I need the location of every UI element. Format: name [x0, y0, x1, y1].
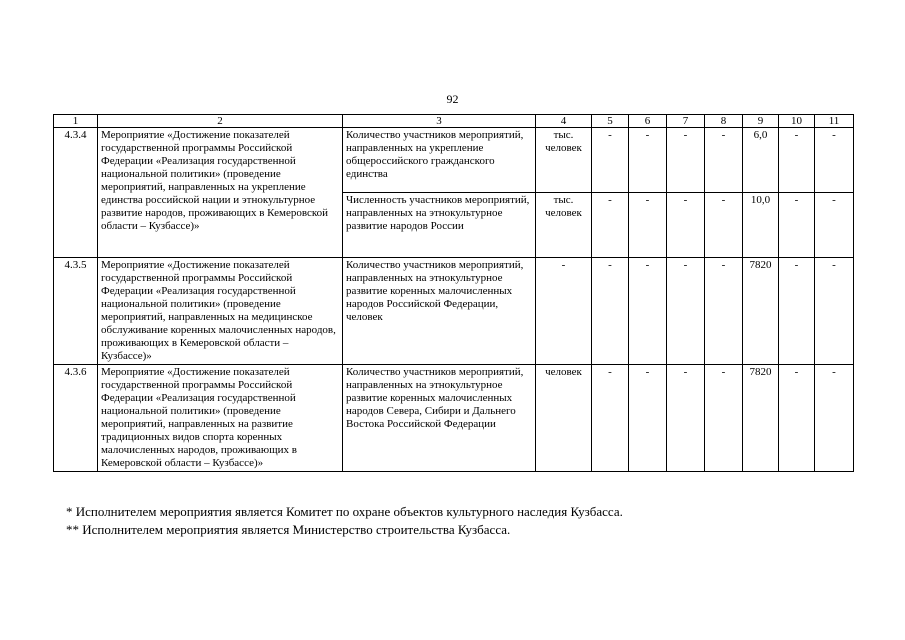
indicator-unit: тыс. человек — [536, 128, 592, 193]
row-event: Мероприятие «Достижение показателей государственной программы Российской Федерации «Реализация государственной национальной политики» (проведение мероприятий, направленных на развитие традиционных видов спорта коренных малочисленных народов, проживающих в Кемеровской области – Кузбассе)» — [98, 365, 343, 472]
value-cell: - — [592, 365, 629, 472]
header-cell: 11 — [815, 115, 854, 128]
header-cell: 2 — [98, 115, 343, 128]
header-row — [54, 115, 854, 128]
value-cell: 10,0 — [743, 193, 779, 258]
value-cell: 7820 — [743, 365, 779, 472]
value-cell: 6,0 — [743, 128, 779, 193]
value-cell: - — [815, 193, 854, 258]
header-cell: 5 — [592, 115, 629, 128]
value-cell: - — [779, 128, 815, 193]
events-table — [53, 114, 854, 472]
indicator-name: Количество участников мероприятий, направленных на этнокультурное развитие коренных малочисленных народов Севера, Сибири и Дальнего Востока Российской Федерации — [343, 365, 536, 472]
value-cell: - — [667, 258, 705, 365]
value-cell: - — [705, 258, 743, 365]
value-cell: - — [592, 128, 629, 193]
value-cell: - — [667, 193, 705, 258]
value-cell: - — [629, 193, 667, 258]
header-cell: 9 — [743, 115, 779, 128]
row-event: Мероприятие «Достижение показателей государственной программы Российской Федерации «Реализация государственной национальной политики» (проведение мероприятий, направленных на укрепление единства российской нации и этнокультурное развитие народов, проживающих в Кемеровской области – Кузбассе)» — [98, 128, 343, 258]
header-cell: 4 — [536, 115, 592, 128]
footnotes — [66, 503, 866, 539]
value-cell: - — [667, 365, 705, 472]
value-cell: - — [629, 365, 667, 472]
footnote: ** Исполнителем мероприятия является Министерство строительства Кузбасса. — [66, 522, 511, 537]
indicator-name: Численность участников мероприятий, направленных на этнокультурное развитие народов России — [343, 193, 536, 258]
footnote: * Исполнителем мероприятия является Комитет по охране объектов культурного наследия Кузбасса. — [66, 504, 623, 519]
table-row — [54, 258, 854, 365]
page-number: 92 — [446, 92, 459, 106]
value-cell: - — [815, 365, 854, 472]
value-cell: - — [592, 258, 629, 365]
header-cell: 7 — [667, 115, 705, 128]
value-cell: - — [629, 258, 667, 365]
header-cell: 10 — [779, 115, 815, 128]
row-code: 4.3.6 — [54, 365, 98, 472]
indicator-unit: тыс. человек — [536, 193, 592, 258]
value-cell: - — [629, 128, 667, 193]
header-cell: 1 — [54, 115, 98, 128]
table-row — [54, 365, 854, 472]
value-cell: 7820 — [743, 258, 779, 365]
row-event: Мероприятие «Достижение показателей государственной программы Российской Федерации «Реализация государственной национальной политики» (проведение мероприятий, направленных на медицинское обслуживание коренных малочисленных народов, проживающих в Кемеровской области – Кузбассе)» — [98, 258, 343, 365]
header-cell: 3 — [343, 115, 536, 128]
value-cell: - — [705, 193, 743, 258]
value-cell: - — [779, 258, 815, 365]
value-cell: - — [779, 193, 815, 258]
value-cell: - — [705, 128, 743, 193]
indicator-unit: человек — [536, 365, 592, 472]
header-cell: 6 — [629, 115, 667, 128]
indicator-name: Количество участников мероприятий, направленных на этнокультурное развитие коренных малочисленных народов Российской Федерации, человек — [343, 258, 536, 365]
header-cell: 8 — [705, 115, 743, 128]
value-cell: - — [667, 128, 705, 193]
value-cell: - — [592, 193, 629, 258]
indicator-name: Количество участников мероприятий, направленных на укрепление общероссийского гражданского единства — [343, 128, 536, 193]
row-code: 4.3.5 — [54, 258, 98, 365]
value-cell: - — [815, 128, 854, 193]
value-cell: - — [779, 365, 815, 472]
indicator-unit: - — [536, 258, 592, 365]
table-row — [54, 128, 854, 193]
value-cell: - — [705, 365, 743, 472]
row-code: 4.3.4 — [54, 128, 98, 258]
value-cell: - — [815, 258, 854, 365]
